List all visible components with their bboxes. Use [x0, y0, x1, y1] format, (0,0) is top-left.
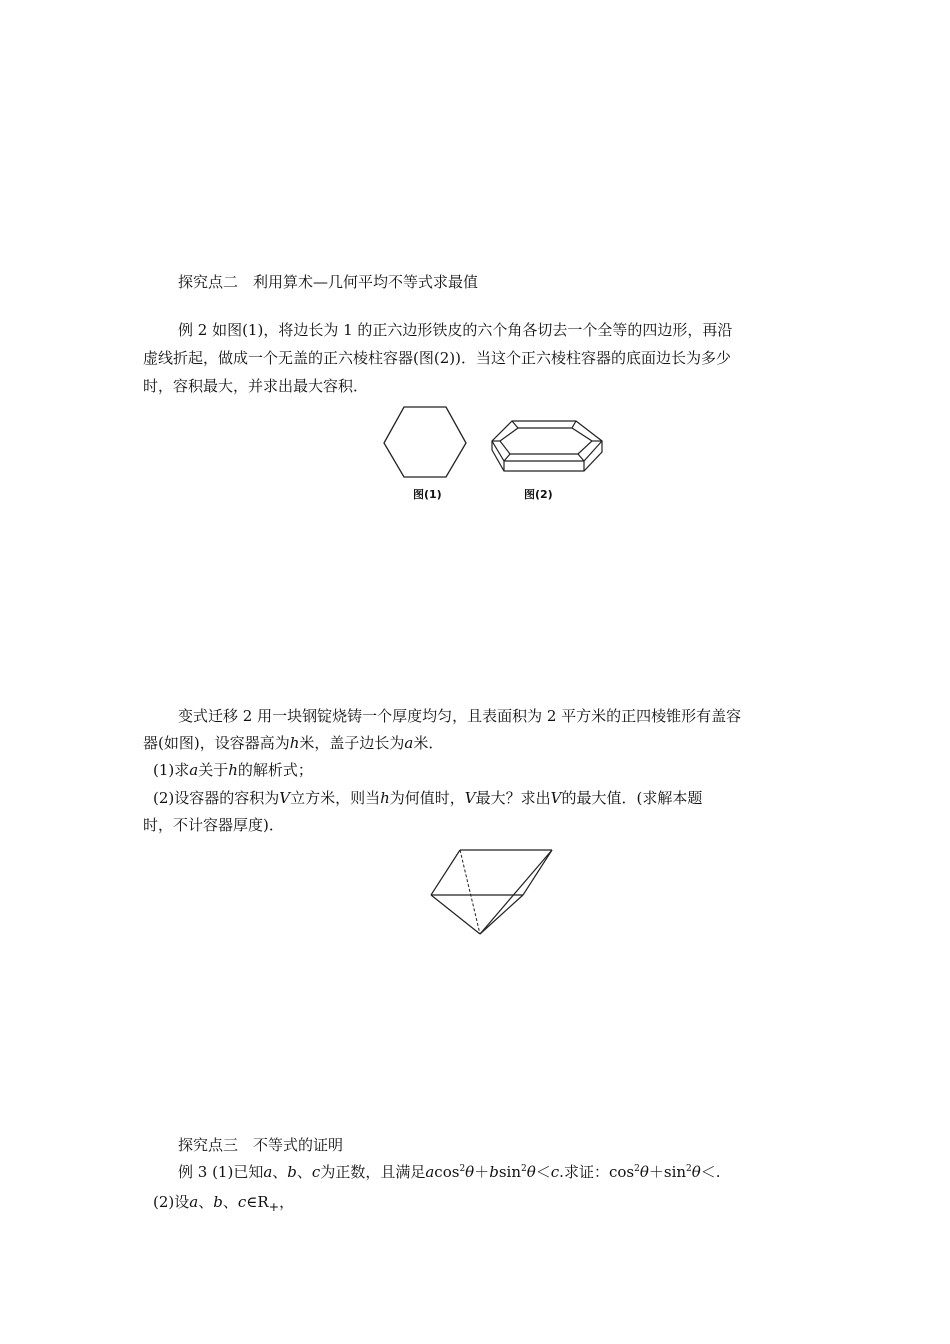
example-text: (2)设 [153, 1193, 190, 1211]
variant-2-line-2 [143, 733, 443, 753]
variable-a: a [404, 734, 414, 752]
variable-V: V [279, 789, 291, 807]
example-text: 为正数，且满足 [320, 1163, 426, 1181]
example-3-part-1 [178, 1162, 721, 1182]
sin: sin [663, 1163, 687, 1181]
variable-c: c [550, 1163, 560, 1181]
separator: 、 [296, 1163, 312, 1181]
figure-2-hexagonal-prism [488, 418, 608, 478]
exponent: 2 [459, 1164, 466, 1174]
variable-h: h [380, 789, 390, 807]
variant-2-text: 米，盖子边长为 [299, 734, 405, 752]
question-text: 最大？求出 [475, 789, 551, 807]
question-text: (2)设容器的容积为 [153, 789, 280, 807]
variable-a: a [425, 1163, 435, 1181]
theta: θ [465, 1163, 475, 1181]
example-3-part-2 [153, 1192, 294, 1217]
variant-2-text: 米． [413, 734, 444, 752]
subscript: + [268, 1199, 280, 1214]
less-than: ＜ [535, 1163, 551, 1181]
pyramid-figure [428, 846, 554, 938]
variable-b: b [213, 1193, 223, 1211]
variable-a: a [189, 1193, 199, 1211]
variable-b: b [287, 1163, 297, 1181]
question-text: 为何值时， [389, 789, 465, 807]
theta: θ [691, 1163, 701, 1181]
example-2-line-1: 例 2 如图(1)，将边长为 1 的正六边形铁皮的六个角各切去一个全等的四边形，再沿 [178, 321, 733, 339]
plus: ＋ [474, 1163, 490, 1181]
section-heading: 探究点二 利用算术—几何平均不等式求最值 [178, 273, 479, 291]
figure-1-caption: 图(1) [413, 488, 442, 501]
question-text: 的解析式； [237, 761, 313, 779]
example-2-line-3: 时，容积最大，并求出最大容积． [143, 377, 369, 395]
example-text: ， [279, 1193, 295, 1211]
variable-h: h [228, 761, 238, 779]
variable-c: c [311, 1163, 321, 1181]
question-text: 的最大值．(求解本题 [561, 789, 703, 807]
variant-2-question-2-cont: 时，不计容器厚度)． [143, 816, 284, 834]
separator: 、 [222, 1193, 238, 1211]
exponent: 2 [634, 1164, 640, 1174]
example-text: .求证： [559, 1163, 609, 1181]
example-text: 例 3 (1)已知 [178, 1163, 264, 1181]
figure-2-caption: 图(2) [524, 488, 553, 501]
variable-a: a [263, 1163, 273, 1181]
exponent: 2 [686, 1164, 692, 1174]
variable-a: a [189, 761, 199, 779]
figure-1-hexagon [380, 405, 470, 480]
separator: 、 [198, 1193, 214, 1211]
cos: cos [434, 1163, 460, 1181]
variable-h: h [289, 734, 300, 752]
theta: θ [526, 1163, 536, 1181]
separator: 、 [272, 1163, 288, 1181]
exponent: 2 [520, 1164, 527, 1174]
example-text: ∈R [246, 1193, 269, 1211]
cos: cos [608, 1163, 635, 1181]
question-text: 关于 [198, 761, 229, 779]
variable-V: V [464, 789, 476, 807]
question-text: (1)求 [153, 761, 190, 779]
section-heading: 探究点三 不等式的证明 [178, 1136, 344, 1154]
plus: ＋ [648, 1163, 664, 1181]
variant-2-question-1 [153, 760, 313, 780]
variant-2-line-1: 变式迁移 2 用一块钢锭烧铸一个厚度均匀，且表面积为 2 平方米的正四棱锥形有盖容 [178, 707, 742, 725]
example-2-line-2: 虚线折起，做成一个无盖的正六棱柱容器(图(2))．当这个正六棱柱容器的底面边长为多少 [143, 349, 731, 367]
variable-V: V [550, 789, 562, 807]
theta: θ [639, 1163, 649, 1181]
question-text: 立方米，则当 [290, 789, 381, 807]
variant-2-question-2 [153, 788, 702, 808]
sin: sin [498, 1163, 521, 1181]
variable-b: b [489, 1163, 499, 1181]
variable-c: c [237, 1193, 247, 1211]
variant-2-text: 器(如图)，设容器高为 [143, 734, 290, 752]
example-text: ＜. [700, 1163, 721, 1181]
